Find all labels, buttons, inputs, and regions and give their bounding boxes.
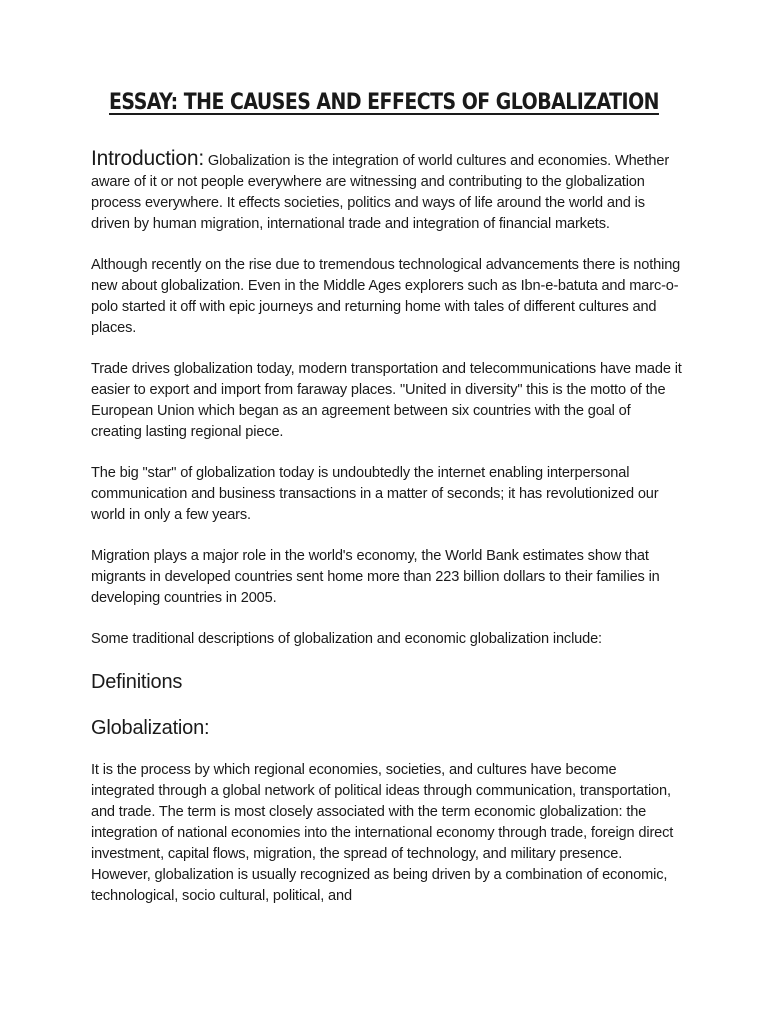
definitions-heading: Definitions (91, 671, 183, 693)
intro-paragraph (91, 148, 683, 235)
body-paragraph: Although recently on the rise due to tremendous technological advancements there is nothing new about globalization. Even in the Middle Ages explorers such as Ibn-e-batuta and marc-o-polo started it off with epic journeys and returning home with tales of different cultures and places. (91, 257, 681, 336)
body-paragraph: Trade drives globalization today, modern transportation and telecommunications have made it easier to export and import from faraway places. "United in diversity" this is the motto of the European Union which began as an agreement between six countries with the goal of creating lasting regional piece. (91, 361, 682, 440)
intro-text: Globalization is the integration of world cultures and economies. Whether aware of it or not people everywhere are witnessing and contributing to the globalization process everywhere. It effects societies, politics and ways of life around the world and is driven by human migration, international trade and integration of financial markets. (91, 153, 670, 232)
body-paragraph: Some traditional descriptions of globalization and economic globalization include: (91, 631, 602, 647)
globalization-heading: Globalization: (91, 717, 210, 739)
essay-body (91, 148, 683, 910)
body-paragraph: Migration plays a major role in the world's economy, the World Bank estimates show that migrants in developed countries sent home more than 223 billion dollars to their families in developing countries in 2005. (91, 548, 660, 606)
intro-label: Introduction: (91, 147, 204, 170)
body-paragraph: The big "star" of globalization today is undoubtedly the internet enabling interpersonal communication and business transactions in a matter of seconds; it has revolutionized our world in only a few years. (91, 465, 659, 523)
definition-paragraph: It is the process by which regional economies, societies, and cultures have become integrated through a global network of political ideas through communication, transportation, and trade. The term is most closely associated with the term economic globalization: the integration of national economies into the international economy through trade, foreign direct investment, capital flows, migration, the spread of technology, and military presence. However, globalization is usually recognized as being driven by a combination of economic, technological, socio cultural, political, and (91, 762, 674, 904)
essay-title: ESSAY: THE CAUSES AND EFFECTS OF GLOBALIZATION (109, 90, 659, 115)
